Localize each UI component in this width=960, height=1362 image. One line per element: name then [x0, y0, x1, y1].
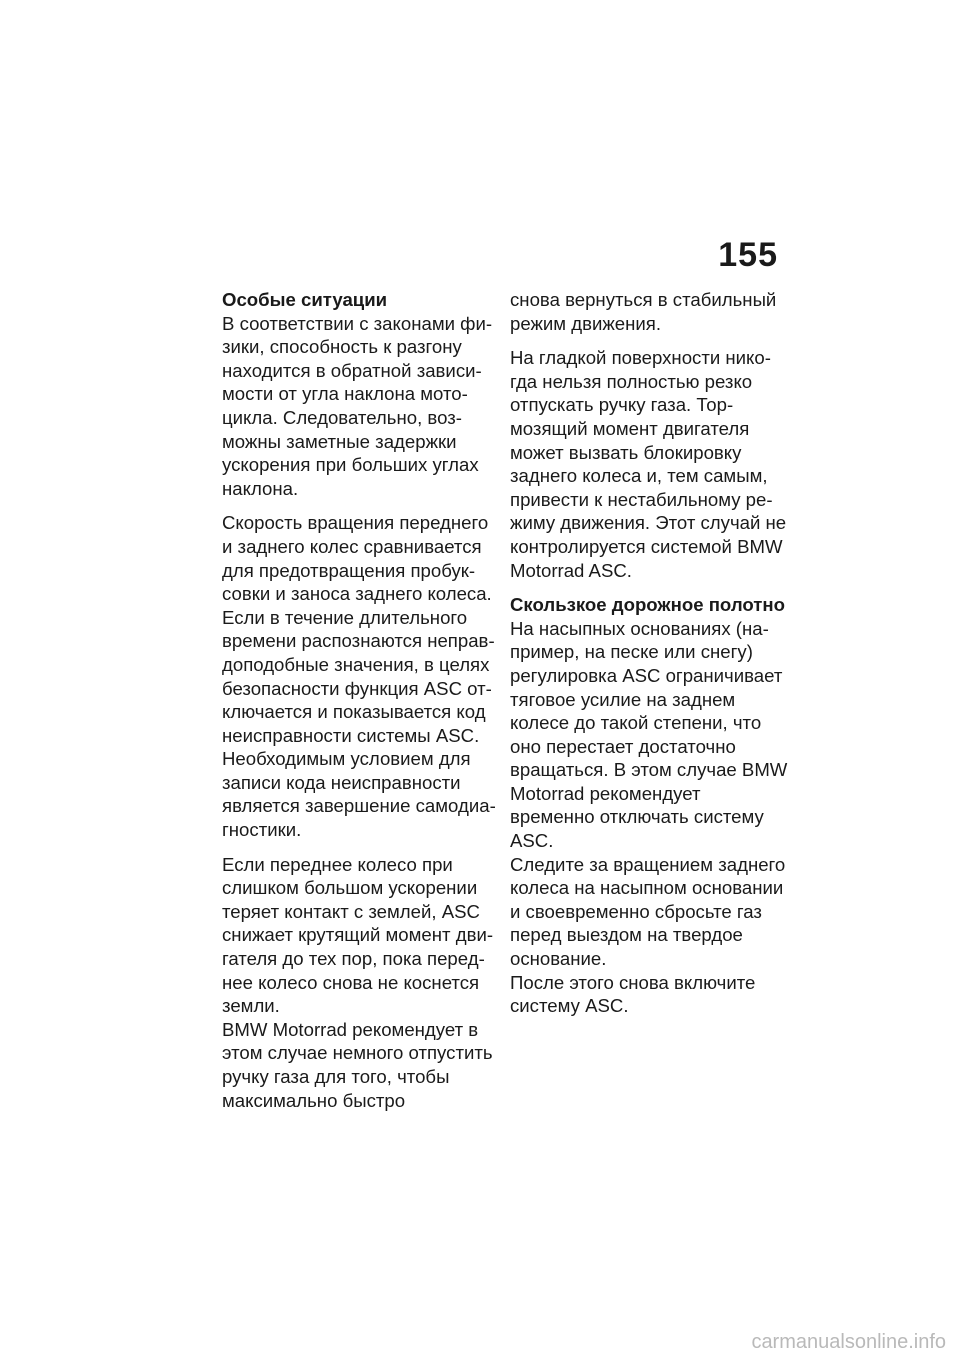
paragraph-front-wheel: Если переднее колесо при слишком большом ускорении теряет контакт с землей, ASC снижает крутящий момент двигателя до тех пор, пока переднее колесо снова не коснется земли.: [222, 853, 494, 1017]
section-heading-slippery-road: Скользкое дорожное полотно: [510, 594, 785, 616]
page-number: 155: [718, 236, 778, 274]
section-heading-special-situations: Особые ситуации: [222, 289, 388, 310]
watermark-text: carmanualsonline.info: [751, 1331, 946, 1353]
paragraph-loose-surface: На насыпных основаниях (например, на песке или снегу) регулировка ASC ограничивает тяговое усилие на заднем колесе до такой степени, что оно перестает достаточно вращаться. В этом случае BMW Motorrad рекомендует временно отключать систему ASC.: [510, 617, 788, 852]
paragraph-smooth-surface: На гладкой поверхности никогда нельзя полностью резко отпускать ручку газа. Тормозящий момент двигателя может вызвать блокировку заднего колеса и, тем самым, привести к нестабильному режиму движения. Этот случай не контролируется системой BMW Motorrad ASC.: [510, 347, 787, 581]
paragraph-recommendation: BMW Motorrad рекомендует в этом случае немного отпустить ручку газа для того, чтобы максимально быстро: [222, 1018, 493, 1111]
left-column: [222, 288, 502, 1112]
paragraph-watch-rear-wheel: Следите за вращением заднего колеса на насыпном основании и своевременно сбросьте газ перед выездом на твердое основание.: [510, 853, 786, 970]
right-column: [510, 288, 790, 1018]
paragraph-physics: В соответствии с законами физики, способность к разгону находится в обратной зависимости от угла наклона мотоцикла. Следовательно, возможны заметные задержки ускорения при больших углах наклона.: [222, 312, 493, 499]
paragraph-reenable-asc: После этого снова включите систему ASC.: [510, 971, 756, 1017]
paragraph-wheel-speed: Скорость вращения переднего и заднего колес сравнивается для предотвращения пробуксовки и заноса заднего колеса. Если в течение длительного времени распознаются неправдоподобные значения, в целях безопасности функция ASC отключается и показывается код неисправности системы ASC. Необходимым условием для записи кода неисправности является завершение самодиагностики.: [222, 512, 496, 841]
paragraph-stable-mode: снова вернуться в стабильный режим движения.: [510, 289, 777, 334]
